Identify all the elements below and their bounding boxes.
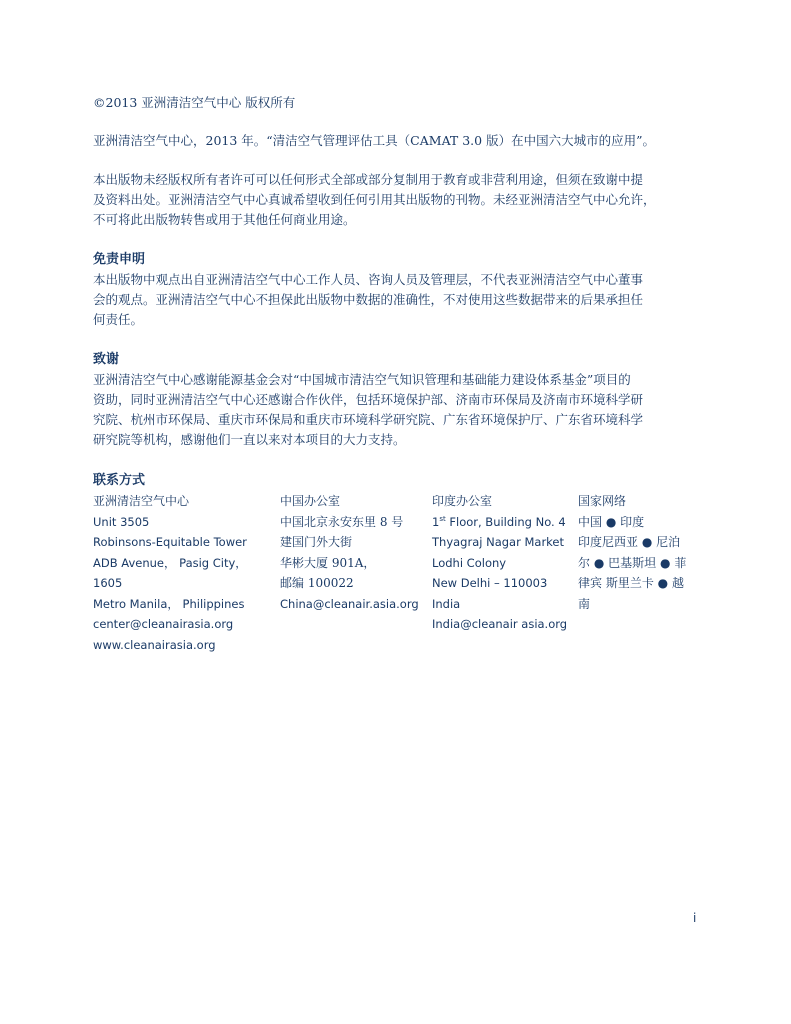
hq-email-link[interactable]: center@cleanairasia.org — [93, 617, 234, 631]
china-line: 邮编 100022 — [280, 576, 354, 590]
india-line: India — [432, 596, 461, 611]
disclaimer-line: 会的观点。亚洲清洁空气中心不担保此出版物中数据的准确性，不对使用这些数据带来的后果承担任 — [93, 292, 644, 307]
hq-website-link[interactable]: www.cleanairasia.org — [93, 637, 216, 652]
hq-line: Metro Manila， Philippines — [93, 596, 245, 611]
disclaimer-heading: 免责申明 — [93, 252, 146, 267]
acknowledgement-heading: 致谢 — [93, 352, 120, 367]
contact-network-column — [578, 491, 686, 614]
rights-paragraph — [93, 170, 703, 230]
country-philippines-srilanka: 律宾 斯里兰卡 — [578, 576, 654, 590]
bullet-icon: ● — [593, 555, 605, 570]
acknowledgement-line: 资助，同时亚洲清洁空气中心还感谢合作伙伴，包括环境保护部、济南市环保局及济南市环境科学研 — [93, 392, 644, 407]
india-floor-number: 1 — [432, 514, 440, 529]
bullet-icon: ● — [660, 555, 671, 570]
hq-line: ADB Avenue， Pasig City， — [93, 555, 247, 570]
india-line: New Delhi – 110003 — [432, 576, 548, 590]
disclaimer-line: 何责任。 — [93, 312, 144, 327]
network-line — [578, 512, 686, 533]
china-email-link[interactable]: China@cleanair.asia.org — [280, 596, 419, 611]
citation-line — [93, 131, 703, 151]
country-pakistan: 巴基斯坦 — [608, 555, 657, 570]
hq-line: Unit 3505 — [93, 514, 150, 529]
country-indonesia: 印度尼西亚 — [578, 535, 639, 549]
contact-hq-column — [93, 491, 247, 655]
india-floor-rest: Floor, Building No. 4 — [445, 514, 566, 529]
country-philippines-part: 菲 — [674, 555, 687, 570]
country-vietnam-part: 越 — [671, 576, 684, 590]
contact-heading: 联系方式 — [93, 473, 146, 488]
india-floor-suffix: st — [439, 514, 446, 523]
acknowledgement-line: 究院、杭州市环保局、重庆市环保局和重庆市环境科学研究院、广东省环境保护厅、广东省环境科学 — [93, 412, 644, 427]
bullet-icon: ● — [657, 576, 669, 590]
copyright-text: ©2013 亚洲清洁空气中心 版权所有 — [93, 95, 296, 110]
rights-line: 本出版物未经版权所有者许可可以任何形式全部或部分复制用于教育或非营利用途，但须在致谢中提 — [93, 172, 644, 187]
network-line: 南 — [578, 596, 591, 611]
india-title: 印度办公室 — [432, 494, 493, 508]
page-number: i — [693, 911, 697, 925]
network-title: 国家网络 — [578, 494, 627, 508]
disclaimer-section — [93, 250, 703, 330]
china-line: 华彬大厦 901A， — [280, 555, 376, 570]
citation-text: 亚洲清洁空气中心，2013 年。“清洁空气管理评估工具（CAMAT 3.0 版）在中国六大城市的应用”。 — [93, 133, 655, 148]
hq-line: Robinsons-Equitable Tower — [93, 535, 247, 549]
india-line: Lodhi Colony — [432, 555, 507, 570]
china-line: 建国门外大街 — [280, 535, 353, 549]
copyright-line — [93, 93, 703, 113]
hq-title: 亚洲清洁空气中心 — [93, 494, 190, 508]
contact-section — [93, 471, 703, 491]
country-nepal-part: 尔 — [578, 555, 591, 570]
hq-line: 1605 — [93, 576, 123, 590]
acknowledgement-section — [93, 350, 703, 450]
country-nepal-part: 尼泊 — [656, 535, 681, 549]
network-line — [578, 532, 686, 553]
acknowledgement-line: 亚洲清洁空气中心感谢能源基金会对“中国城市清洁空气知识管理和基础能力建设体系基金”项目的 — [93, 372, 631, 387]
rights-line: 及资料出处。亚洲清洁空气中心真诚希望收到任何引用其出版物的刊物。未经亚洲清洁空气中心允许， — [93, 192, 656, 207]
china-line: 中国北京永安东里 8 号 — [280, 514, 404, 529]
india-email-link[interactable]: India@cleanair asia.org — [432, 617, 568, 631]
network-line — [578, 553, 686, 574]
contact-india-column — [432, 491, 567, 635]
bullet-icon: ● — [641, 535, 653, 549]
country-india: 印度 — [620, 514, 645, 529]
network-line — [578, 573, 686, 594]
china-title: 中国办公室 — [280, 494, 341, 508]
country-china: 中国 — [578, 514, 603, 529]
bullet-icon: ● — [605, 514, 617, 529]
rights-line: 不可将此出版物转售或用于其他任何商业用途。 — [93, 212, 356, 227]
contact-china-column — [280, 491, 419, 614]
acknowledgement-line: 研究院等机构，感谢他们一直以来对本项目的大力支持。 — [93, 432, 406, 447]
india-line: Thyagraj Nagar Market — [432, 535, 565, 549]
disclaimer-line: 本出版物中观点出自亚洲清洁空气中心工作人员、咨询人员及管理层，不代表亚洲清洁空气中心董事 — [93, 272, 644, 287]
india-floor-line — [432, 512, 567, 533]
